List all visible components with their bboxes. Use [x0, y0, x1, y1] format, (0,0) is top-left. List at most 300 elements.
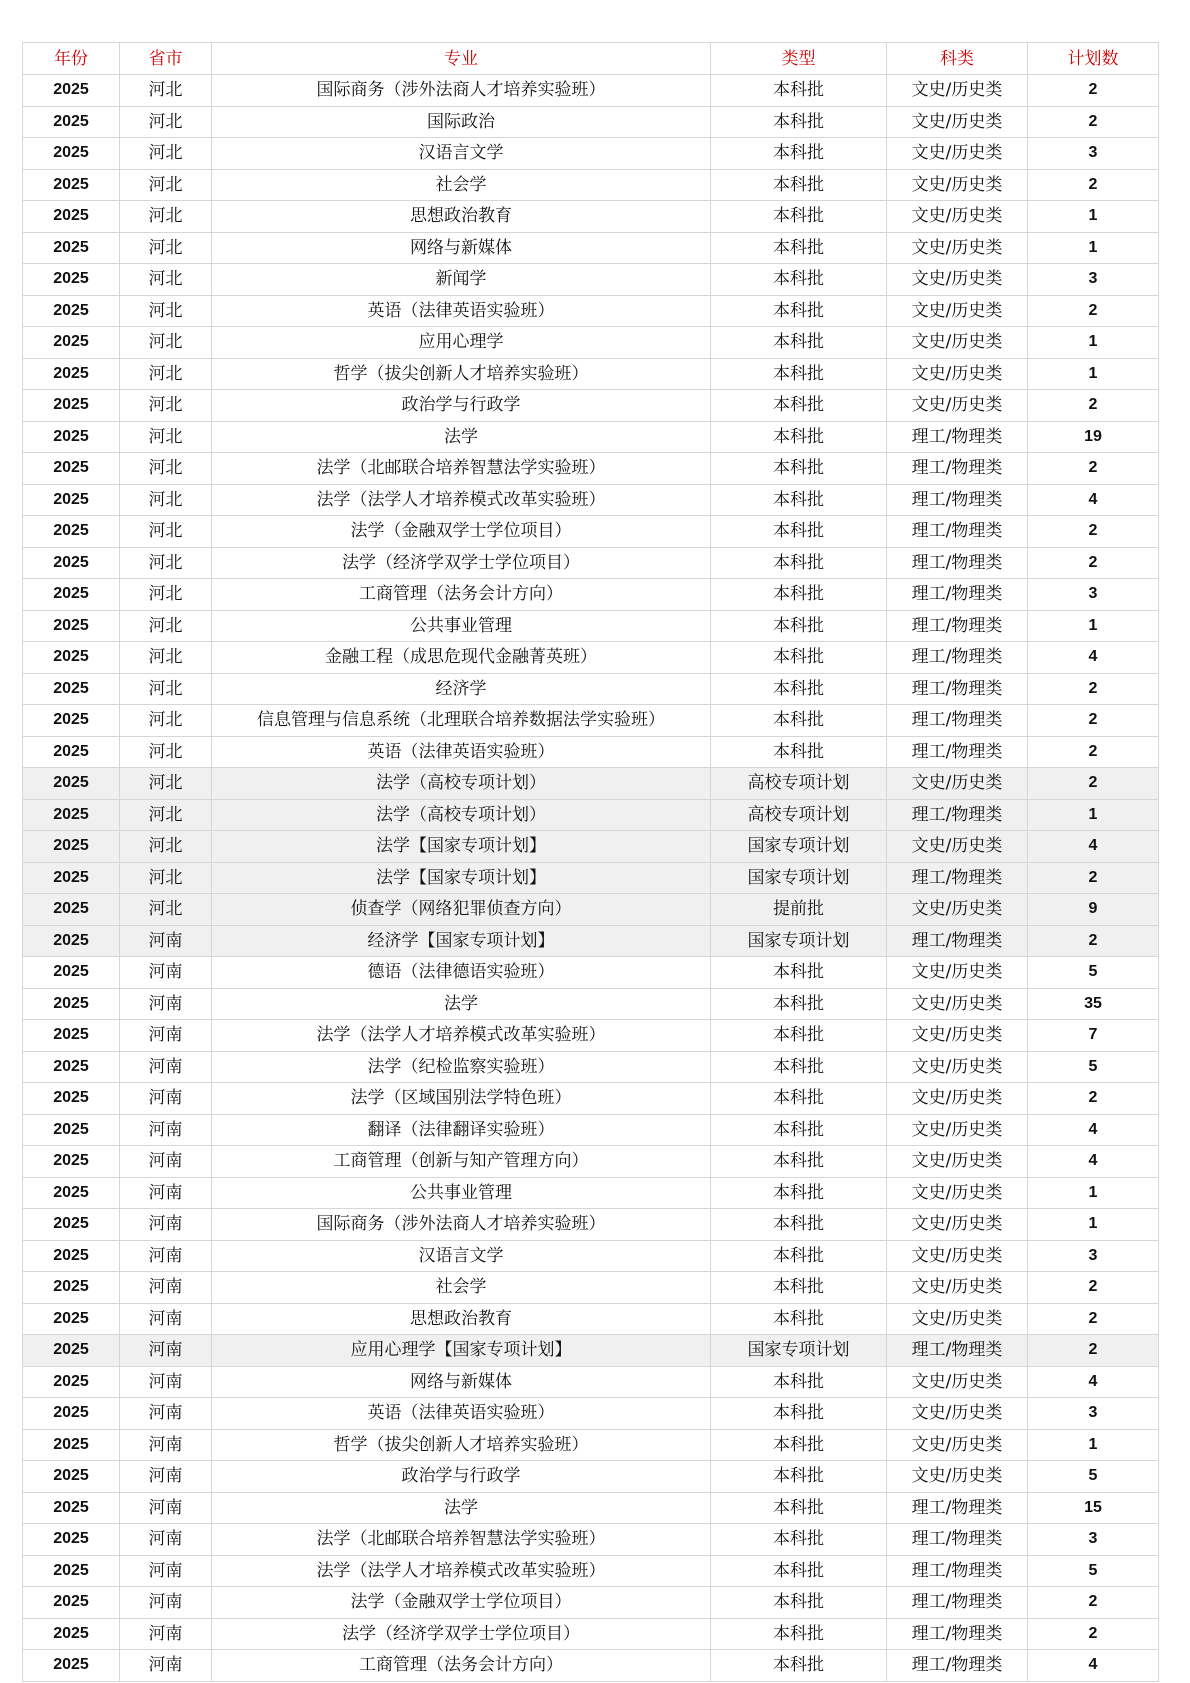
cell-major: 新闻学 — [212, 264, 711, 296]
cell-category: 文史/历史类 — [887, 1366, 1028, 1398]
cell-year: 2025 — [23, 1366, 120, 1398]
cell-province: 河南 — [120, 1555, 212, 1587]
cell-category: 理工/物理类 — [887, 1587, 1028, 1619]
cell-year: 2025 — [23, 1146, 120, 1178]
cell-major: 法学 — [212, 421, 711, 453]
table-row — [23, 75, 1159, 107]
cell-year: 2025 — [23, 1587, 120, 1619]
cell-count: 35 — [1028, 988, 1159, 1020]
cell-province: 河南 — [120, 1492, 212, 1524]
cell-major: 法学（经济学双学士学位项目） — [212, 547, 711, 579]
cell-category: 理工/物理类 — [887, 736, 1028, 768]
table-row — [23, 1461, 1159, 1493]
cell-year: 2025 — [23, 516, 120, 548]
table-row — [23, 1303, 1159, 1335]
cell-major: 工商管理（法务会计方向） — [212, 1650, 711, 1682]
table-row — [23, 169, 1159, 201]
table-row — [23, 1524, 1159, 1556]
cell-count: 2 — [1028, 862, 1159, 894]
cell-category: 理工/物理类 — [887, 1650, 1028, 1682]
cell-year: 2025 — [23, 1114, 120, 1146]
table-row — [23, 579, 1159, 611]
table-row — [23, 138, 1159, 170]
cell-major: 英语（法律英语实验班） — [212, 736, 711, 768]
cell-major: 法学【国家专项计划】 — [212, 862, 711, 894]
cell-count: 1 — [1028, 1209, 1159, 1241]
cell-major: 法学（高校专项计划） — [212, 799, 711, 831]
cell-count: 2 — [1028, 75, 1159, 107]
cell-province: 河北 — [120, 453, 212, 485]
table-body — [23, 75, 1159, 1682]
cell-type: 本科批 — [711, 1303, 887, 1335]
cell-province: 河南 — [120, 1618, 212, 1650]
cell-year: 2025 — [23, 579, 120, 611]
cell-province: 河北 — [120, 894, 212, 926]
cell-category: 理工/物理类 — [887, 862, 1028, 894]
cell-year: 2025 — [23, 1398, 120, 1430]
table-row — [23, 673, 1159, 705]
cell-category: 文史/历史类 — [887, 1303, 1028, 1335]
cell-type: 国家专项计划 — [711, 1335, 887, 1367]
table-row — [23, 862, 1159, 894]
cell-year: 2025 — [23, 358, 120, 390]
cell-count: 1 — [1028, 232, 1159, 264]
cell-type: 本科批 — [711, 169, 887, 201]
cell-count: 2 — [1028, 736, 1159, 768]
cell-province: 河北 — [120, 610, 212, 642]
table-row — [23, 390, 1159, 422]
cell-major: 侦查学（网络犯罪侦查方向） — [212, 894, 711, 926]
cell-category: 文史/历史类 — [887, 768, 1028, 800]
table-row — [23, 1114, 1159, 1146]
cell-province: 河南 — [120, 1146, 212, 1178]
cell-count: 5 — [1028, 1461, 1159, 1493]
cell-count: 2 — [1028, 169, 1159, 201]
cell-count: 4 — [1028, 484, 1159, 516]
cell-category: 理工/物理类 — [887, 705, 1028, 737]
cell-year: 2025 — [23, 610, 120, 642]
cell-year: 2025 — [23, 327, 120, 359]
cell-type: 本科批 — [711, 232, 887, 264]
cell-type: 本科批 — [711, 1461, 887, 1493]
cell-type: 本科批 — [711, 1020, 887, 1052]
cell-province: 河南 — [120, 1051, 212, 1083]
cell-province: 河北 — [120, 232, 212, 264]
cell-province: 河北 — [120, 201, 212, 233]
cell-year: 2025 — [23, 1524, 120, 1556]
cell-count: 4 — [1028, 1366, 1159, 1398]
cell-province: 河北 — [120, 705, 212, 737]
cell-category: 理工/物理类 — [887, 547, 1028, 579]
cell-type: 本科批 — [711, 390, 887, 422]
cell-category: 理工/物理类 — [887, 673, 1028, 705]
cell-province: 河北 — [120, 390, 212, 422]
cell-category: 文史/历史类 — [887, 1177, 1028, 1209]
cell-year: 2025 — [23, 295, 120, 327]
table-row — [23, 705, 1159, 737]
cell-count: 3 — [1028, 264, 1159, 296]
table-row — [23, 925, 1159, 957]
cell-province: 河北 — [120, 264, 212, 296]
cell-category: 文史/历史类 — [887, 1083, 1028, 1115]
cell-count: 2 — [1028, 925, 1159, 957]
cell-type: 本科批 — [711, 138, 887, 170]
cell-type: 本科批 — [711, 421, 887, 453]
cell-type: 本科批 — [711, 1177, 887, 1209]
table-row — [23, 1366, 1159, 1398]
cell-category: 理工/物理类 — [887, 1618, 1028, 1650]
table-row — [23, 799, 1159, 831]
table-row — [23, 453, 1159, 485]
cell-province: 河南 — [120, 1366, 212, 1398]
cell-count: 3 — [1028, 579, 1159, 611]
cell-year: 2025 — [23, 547, 120, 579]
cell-year: 2025 — [23, 169, 120, 201]
cell-major: 思想政治教育 — [212, 1303, 711, 1335]
cell-category: 理工/物理类 — [887, 1492, 1028, 1524]
cell-major: 法学（法学人才培养模式改革实验班） — [212, 1020, 711, 1052]
cell-count: 19 — [1028, 421, 1159, 453]
cell-category: 理工/物理类 — [887, 421, 1028, 453]
cell-province: 河南 — [120, 1114, 212, 1146]
cell-count: 1 — [1028, 358, 1159, 390]
cell-category: 文史/历史类 — [887, 106, 1028, 138]
cell-major: 法学 — [212, 1492, 711, 1524]
cell-province: 河南 — [120, 1240, 212, 1272]
cell-province: 河南 — [120, 1524, 212, 1556]
table-row — [23, 1240, 1159, 1272]
cell-count: 2 — [1028, 705, 1159, 737]
cell-major: 社会学 — [212, 169, 711, 201]
cell-count: 2 — [1028, 1587, 1159, 1619]
cell-category: 理工/物理类 — [887, 642, 1028, 674]
cell-province: 河南 — [120, 1303, 212, 1335]
cell-province: 河北 — [120, 327, 212, 359]
cell-type: 本科批 — [711, 327, 887, 359]
cell-category: 文史/历史类 — [887, 75, 1028, 107]
cell-count: 7 — [1028, 1020, 1159, 1052]
cell-category: 理工/物理类 — [887, 453, 1028, 485]
cell-type: 本科批 — [711, 106, 887, 138]
cell-type: 本科批 — [711, 673, 887, 705]
table-row — [23, 1146, 1159, 1178]
table-row — [23, 1555, 1159, 1587]
cell-category: 文史/历史类 — [887, 295, 1028, 327]
cell-type: 本科批 — [711, 642, 887, 674]
cell-major: 法学（经济学双学士学位项目） — [212, 1618, 711, 1650]
cell-count: 4 — [1028, 1650, 1159, 1682]
cell-year: 2025 — [23, 642, 120, 674]
cell-type: 本科批 — [711, 1051, 887, 1083]
cell-year: 2025 — [23, 831, 120, 863]
cell-province: 河南 — [120, 1177, 212, 1209]
cell-type: 本科批 — [711, 484, 887, 516]
cell-type: 本科批 — [711, 1492, 887, 1524]
cell-count: 5 — [1028, 1555, 1159, 1587]
cell-category: 理工/物理类 — [887, 579, 1028, 611]
table-row — [23, 610, 1159, 642]
cell-count: 1 — [1028, 1429, 1159, 1461]
cell-year: 2025 — [23, 1272, 120, 1304]
cell-year: 2025 — [23, 988, 120, 1020]
cell-year: 2025 — [23, 1240, 120, 1272]
cell-count: 4 — [1028, 1146, 1159, 1178]
table-row — [23, 1587, 1159, 1619]
cell-year: 2025 — [23, 1618, 120, 1650]
cell-count: 9 — [1028, 894, 1159, 926]
cell-count: 2 — [1028, 390, 1159, 422]
cell-category: 文史/历史类 — [887, 1461, 1028, 1493]
table-row — [23, 1083, 1159, 1115]
table-row — [23, 988, 1159, 1020]
cell-major: 哲学（拔尖创新人才培养实验班） — [212, 1429, 711, 1461]
table-row — [23, 421, 1159, 453]
cell-year: 2025 — [23, 232, 120, 264]
cell-major: 法学【国家专项计划】 — [212, 831, 711, 863]
table-row — [23, 1335, 1159, 1367]
cell-year: 2025 — [23, 925, 120, 957]
cell-count: 1 — [1028, 799, 1159, 831]
cell-type: 本科批 — [711, 201, 887, 233]
cell-province: 河北 — [120, 579, 212, 611]
header-province: 省市 — [120, 43, 212, 75]
cell-count: 5 — [1028, 957, 1159, 989]
cell-category: 理工/物理类 — [887, 516, 1028, 548]
header-row — [23, 43, 1159, 75]
table-row — [23, 736, 1159, 768]
cell-count: 2 — [1028, 673, 1159, 705]
cell-major: 法学（北邮联合培养智慧法学实验班） — [212, 1524, 711, 1556]
cell-count: 2 — [1028, 547, 1159, 579]
cell-type: 本科批 — [711, 453, 887, 485]
cell-count: 1 — [1028, 1177, 1159, 1209]
cell-major: 应用心理学【国家专项计划】 — [212, 1335, 711, 1367]
cell-year: 2025 — [23, 736, 120, 768]
cell-count: 15 — [1028, 1492, 1159, 1524]
cell-year: 2025 — [23, 484, 120, 516]
cell-type: 本科批 — [711, 988, 887, 1020]
cell-category: 文史/历史类 — [887, 1398, 1028, 1430]
cell-year: 2025 — [23, 1492, 120, 1524]
cell-year: 2025 — [23, 799, 120, 831]
cell-type: 本科批 — [711, 1587, 887, 1619]
cell-year: 2025 — [23, 768, 120, 800]
cell-province: 河北 — [120, 75, 212, 107]
cell-type: 本科批 — [711, 264, 887, 296]
cell-type: 本科批 — [711, 547, 887, 579]
cell-province: 河北 — [120, 673, 212, 705]
cell-category: 理工/物理类 — [887, 484, 1028, 516]
cell-category: 文史/历史类 — [887, 894, 1028, 926]
cell-year: 2025 — [23, 390, 120, 422]
cell-category: 理工/物理类 — [887, 1555, 1028, 1587]
cell-major: 法学（法学人才培养模式改革实验班） — [212, 484, 711, 516]
cell-count: 4 — [1028, 642, 1159, 674]
cell-major: 社会学 — [212, 1272, 711, 1304]
cell-count: 2 — [1028, 1083, 1159, 1115]
cell-major: 网络与新媒体 — [212, 1366, 711, 1398]
cell-year: 2025 — [23, 894, 120, 926]
cell-province: 河南 — [120, 1398, 212, 1430]
cell-province: 河南 — [120, 988, 212, 1020]
table-row — [23, 768, 1159, 800]
table-row — [23, 1398, 1159, 1430]
cell-major: 应用心理学 — [212, 327, 711, 359]
cell-count: 3 — [1028, 1240, 1159, 1272]
cell-year: 2025 — [23, 138, 120, 170]
cell-province: 河北 — [120, 862, 212, 894]
cell-year: 2025 — [23, 1555, 120, 1587]
cell-category: 文史/历史类 — [887, 1146, 1028, 1178]
cell-year: 2025 — [23, 673, 120, 705]
table-row — [23, 264, 1159, 296]
cell-count: 1 — [1028, 327, 1159, 359]
cell-major: 法学（法学人才培养模式改革实验班） — [212, 1555, 711, 1587]
table-row — [23, 957, 1159, 989]
cell-count: 3 — [1028, 1524, 1159, 1556]
cell-major: 英语（法律英语实验班） — [212, 295, 711, 327]
table-row — [23, 106, 1159, 138]
cell-year: 2025 — [23, 1650, 120, 1682]
cell-major: 法学（区域国别法学特色班） — [212, 1083, 711, 1115]
cell-count: 5 — [1028, 1051, 1159, 1083]
cell-major: 经济学 — [212, 673, 711, 705]
cell-type: 本科批 — [711, 358, 887, 390]
cell-province: 河北 — [120, 642, 212, 674]
cell-type: 本科批 — [711, 1240, 887, 1272]
cell-type: 本科批 — [711, 1618, 887, 1650]
cell-type: 本科批 — [711, 1209, 887, 1241]
cell-category: 文史/历史类 — [887, 1051, 1028, 1083]
table-row — [23, 1051, 1159, 1083]
cell-type: 本科批 — [711, 1114, 887, 1146]
cell-year: 2025 — [23, 705, 120, 737]
cell-type: 本科批 — [711, 1650, 887, 1682]
cell-category: 文史/历史类 — [887, 1114, 1028, 1146]
cell-province: 河南 — [120, 1587, 212, 1619]
cell-year: 2025 — [23, 1209, 120, 1241]
cell-year: 2025 — [23, 75, 120, 107]
enrollment-plan-table — [22, 42, 1159, 1682]
cell-year: 2025 — [23, 1177, 120, 1209]
cell-count: 2 — [1028, 1303, 1159, 1335]
table-row — [23, 1492, 1159, 1524]
cell-count: 4 — [1028, 1114, 1159, 1146]
cell-type: 本科批 — [711, 736, 887, 768]
cell-year: 2025 — [23, 1051, 120, 1083]
cell-year: 2025 — [23, 957, 120, 989]
cell-province: 河北 — [120, 768, 212, 800]
cell-count: 2 — [1028, 1335, 1159, 1367]
cell-province: 河南 — [120, 1461, 212, 1493]
cell-type: 高校专项计划 — [711, 768, 887, 800]
cell-major: 法学（金融双学士学位项目） — [212, 1587, 711, 1619]
cell-type: 高校专项计划 — [711, 799, 887, 831]
table-row — [23, 484, 1159, 516]
cell-major: 政治学与行政学 — [212, 1461, 711, 1493]
cell-count: 2 — [1028, 453, 1159, 485]
table-row — [23, 1650, 1159, 1682]
cell-major: 工商管理（法务会计方向） — [212, 579, 711, 611]
cell-major: 德语（法律德语实验班） — [212, 957, 711, 989]
table-row — [23, 295, 1159, 327]
cell-category: 文史/历史类 — [887, 1209, 1028, 1241]
cell-province: 河南 — [120, 957, 212, 989]
cell-major: 法学（金融双学士学位项目） — [212, 516, 711, 548]
cell-count: 1 — [1028, 610, 1159, 642]
cell-type: 本科批 — [711, 705, 887, 737]
cell-category: 理工/物理类 — [887, 1524, 1028, 1556]
cell-major: 法学（北邮联合培养智慧法学实验班） — [212, 453, 711, 485]
cell-year: 2025 — [23, 1303, 120, 1335]
cell-category: 文史/历史类 — [887, 327, 1028, 359]
table-row — [23, 358, 1159, 390]
cell-major: 汉语言文学 — [212, 1240, 711, 1272]
cell-major: 国际政治 — [212, 106, 711, 138]
cell-category: 文史/历史类 — [887, 390, 1028, 422]
cell-province: 河北 — [120, 421, 212, 453]
cell-category: 文史/历史类 — [887, 988, 1028, 1020]
table-row — [23, 1429, 1159, 1461]
cell-province: 河南 — [120, 1650, 212, 1682]
cell-type: 本科批 — [711, 1083, 887, 1115]
cell-type: 本科批 — [711, 579, 887, 611]
cell-category: 文史/历史类 — [887, 138, 1028, 170]
cell-type: 国家专项计划 — [711, 925, 887, 957]
cell-category: 理工/物理类 — [887, 1335, 1028, 1367]
cell-province: 河南 — [120, 1020, 212, 1052]
cell-year: 2025 — [23, 1461, 120, 1493]
cell-type: 本科批 — [711, 295, 887, 327]
cell-province: 河北 — [120, 484, 212, 516]
cell-province: 河北 — [120, 516, 212, 548]
cell-year: 2025 — [23, 1083, 120, 1115]
cell-type: 本科批 — [711, 957, 887, 989]
table-row — [23, 1020, 1159, 1052]
cell-count: 2 — [1028, 295, 1159, 327]
cell-type: 本科批 — [711, 610, 887, 642]
cell-major: 思想政治教育 — [212, 201, 711, 233]
cell-year: 2025 — [23, 201, 120, 233]
cell-major: 英语（法律英语实验班） — [212, 1398, 711, 1430]
cell-province: 河南 — [120, 1429, 212, 1461]
cell-province: 河北 — [120, 138, 212, 170]
cell-type: 本科批 — [711, 1555, 887, 1587]
cell-year: 2025 — [23, 421, 120, 453]
cell-major: 法学（纪检监察实验班） — [212, 1051, 711, 1083]
cell-major: 信息管理与信息系统（北理联合培养数据法学实验班） — [212, 705, 711, 737]
cell-type: 国家专项计划 — [711, 831, 887, 863]
cell-type: 本科批 — [711, 1146, 887, 1178]
table-row — [23, 642, 1159, 674]
cell-count: 3 — [1028, 1398, 1159, 1430]
cell-province: 河南 — [120, 1209, 212, 1241]
cell-major: 法学（高校专项计划） — [212, 768, 711, 800]
cell-year: 2025 — [23, 1335, 120, 1367]
table-row — [23, 831, 1159, 863]
cell-count: 3 — [1028, 138, 1159, 170]
cell-count: 2 — [1028, 768, 1159, 800]
cell-category: 文史/历史类 — [887, 232, 1028, 264]
cell-major: 公共事业管理 — [212, 610, 711, 642]
cell-category: 文史/历史类 — [887, 201, 1028, 233]
cell-year: 2025 — [23, 453, 120, 485]
cell-province: 河南 — [120, 1272, 212, 1304]
cell-type: 本科批 — [711, 75, 887, 107]
cell-type: 本科批 — [711, 1366, 887, 1398]
cell-count: 2 — [1028, 1618, 1159, 1650]
cell-count: 2 — [1028, 106, 1159, 138]
